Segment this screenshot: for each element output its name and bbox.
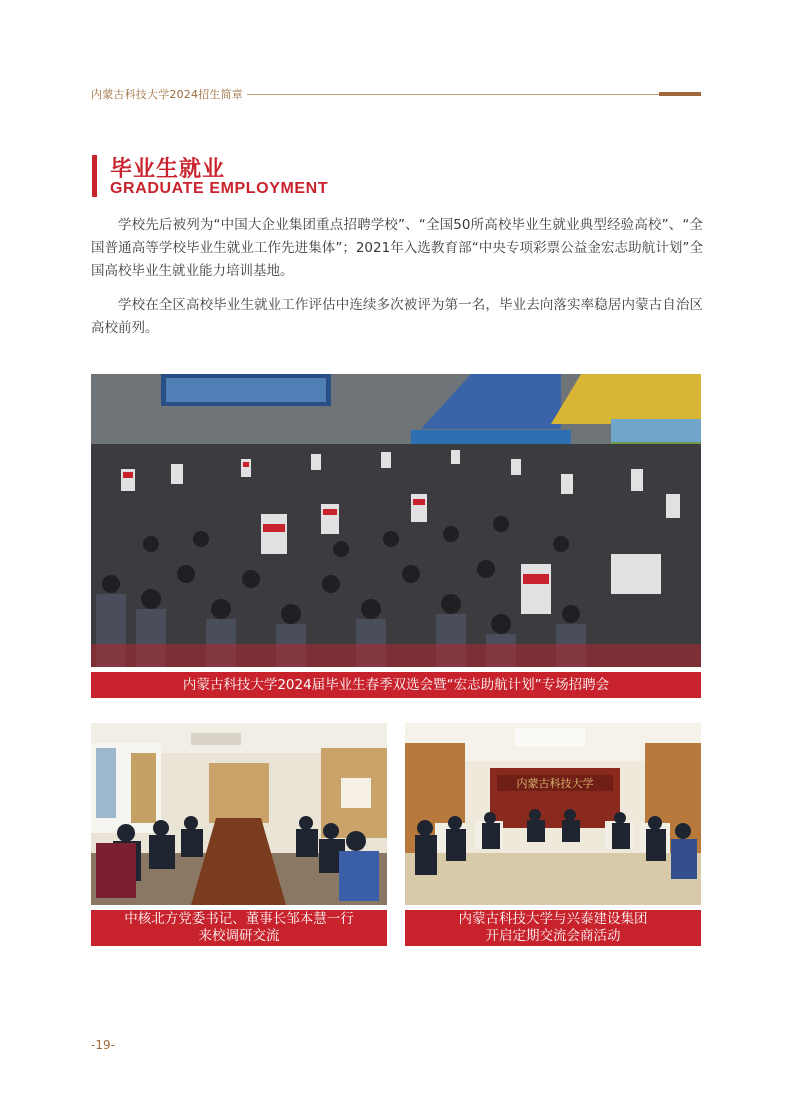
meeting-right-caption: [405, 910, 701, 946]
section-title-chinese: 毕业生就业: [110, 157, 226, 182]
meeting-right-caption-line2: 开启定期交流会商活动: [485, 928, 621, 944]
header-accent-bar: [659, 92, 701, 96]
job-fair-caption: 内蒙古科技大学2024届毕业生春季双选会暨“宏志助航计划”专场招聘会: [91, 672, 701, 698]
header-divider: [247, 94, 659, 95]
meeting-photo-right: [405, 723, 701, 905]
section-marker-bar: [92, 155, 97, 197]
intro-paragraph-1: 学校先后被列为“中国大企业集团重点招聘学校”、“全国50所高校毕业生就业典型经验高校”、“全国普通高等学校毕业生就业工作先进集体”；2021年入选教育部“中央专项彩票公益金宏志助航计划”全国高校毕业生就业能力培训基地。: [91, 217, 703, 279]
intro-paragraph-2: 学校在全区高校毕业生就业工作评估中连续多次被评为第一名，毕业去向落实率稳居内蒙古自治区高校前列。: [91, 297, 703, 336]
section-title-english: GRADUATE EMPLOYMENT: [110, 180, 329, 197]
job-fair-photo: [91, 374, 701, 667]
meeting-photo-left: [91, 723, 387, 905]
wall-sign-text: 内蒙古科技大学: [516, 777, 594, 790]
header-title: 内蒙古科技大学2024招生简章: [91, 88, 243, 101]
meeting-left-caption-line1: 中核北方党委书记、董事长邹本慧一行: [124, 911, 354, 927]
meeting-left-caption: [91, 910, 387, 946]
page-number: -19-: [91, 1038, 115, 1052]
meeting-left-caption-line2: 来校调研交流: [198, 928, 280, 944]
meeting-right-caption-line1: 内蒙古科技大学与兴泰建设集团: [458, 911, 648, 927]
